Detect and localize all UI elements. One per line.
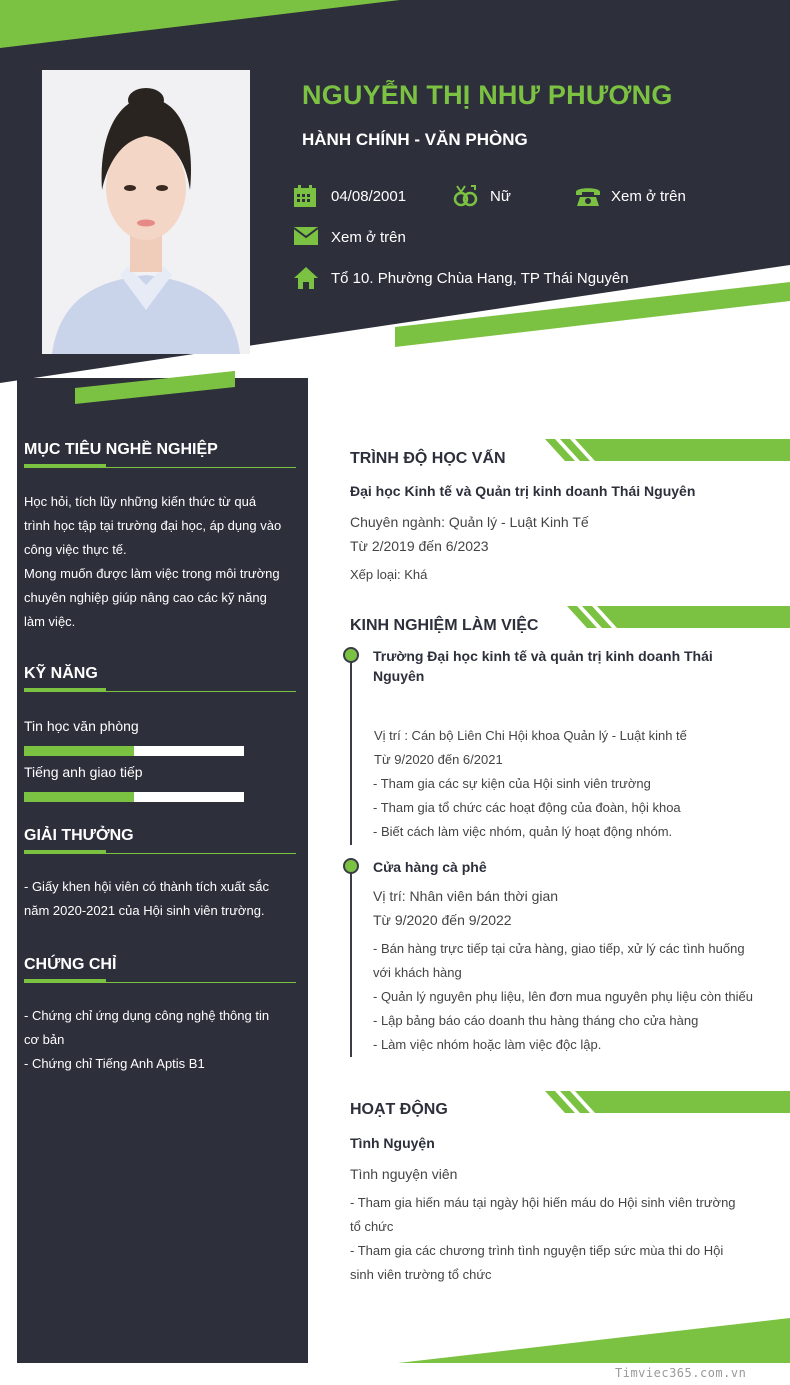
awards-accent <box>24 850 106 854</box>
activities-title: HOẠT ĐỘNG <box>350 1101 448 1118</box>
skill-bar-fill <box>24 746 134 756</box>
skill-bar <box>24 792 244 802</box>
profile-photo <box>42 70 250 354</box>
objective-text: Học hỏi, tích lũy những kiến thức từ quá trình học tập tại trường đại học, áp dụng vào công việc thực tế. Mong muốn được làm việc trong môi trường chuyên nghiệp giúp nâng cao các kỹ năng làm việc. <box>24 494 282 629</box>
certificates-title: CHỨNG CHỈ <box>24 956 117 973</box>
home-icon <box>293 266 317 290</box>
experience-details: - Bán hàng trực tiếp tại cửa hàng, giao tiếp, xử lý các tình huống với khách hàng - Quản lý nguyên phụ liệu, lên đơn mua nguyên phụ liệu còn thiếu - Lập bảng báo cáo doanh thu hàng tháng cho cửa hàng - Làm việc nhóm hoặc làm việc độc lập. <box>373 941 754 1052</box>
experience-title: KINH NGHIỆM LÀM VIỆC <box>350 617 539 634</box>
certificates-accent <box>24 979 106 983</box>
calendar-icon <box>293 184 317 208</box>
timeline-dot <box>343 858 359 874</box>
awards-title: GIẢI THƯỞNG <box>24 827 134 844</box>
timeline-line <box>350 660 352 845</box>
awards-text: - Giấy khen hội viên có thành tích xuất sắc năm 2020-2021 của Hội sinh viên trường. <box>24 879 269 918</box>
skill-name: Tiếng anh giao tiếp <box>24 764 143 780</box>
activities-role: Tình nguyện viên <box>350 1166 458 1182</box>
gender-value: Nữ <box>490 188 511 205</box>
skill-bar <box>24 746 244 756</box>
phone-icon <box>575 184 599 208</box>
phone-value: Xem ở trên <box>611 188 686 205</box>
timeline-dot <box>343 647 359 663</box>
activities-org: Tình Nguyện <box>350 1135 435 1151</box>
objective-accent <box>24 464 106 468</box>
activities-details: - Tham gia hiến máu tại ngày hội hiến máu do Hội sinh viên trường tổ chức - Tham gia các chương trình tình nguyện tiếp sức mùa thi do Hội sinh viên trường tổ chức <box>350 1195 736 1282</box>
email-value: Xem ở trên <box>331 229 406 246</box>
education-school: Đại học Kinh tế và Quản trị kinh doanh Thái Nguyên <box>350 483 696 499</box>
education-title: TRÌNH ĐỘ HỌC VẤN <box>350 450 506 467</box>
candidate-name: NGUYỄN THỊ NHƯ PHƯƠNG <box>302 80 673 110</box>
education-grade: Xếp loại: Khá <box>350 567 428 582</box>
experience-org: Trường Đại học kinh tế và quản trị kinh doanh Thái Nguyên <box>373 648 713 684</box>
certificates-text: - Chứng chỉ ứng dụng công nghệ thông tin cơ bản - Chứng chỉ Tiếng Anh Aptis B1 <box>24 1008 270 1071</box>
timeline-line <box>350 872 352 1057</box>
experience-details: - Tham gia các sự kiện của Hội sinh viên trường - Tham gia tổ chức các hoạt động của đoàn, hội khoa - Biết cách làm việc nhóm, quản lý hoạt động nhóm. <box>373 776 681 839</box>
experience-role: Vị trí: Nhân viên bán thời gian <box>373 888 559 904</box>
education-major: Chuyên ngành: Quản lý - Luật Kinh Tế <box>350 514 589 530</box>
objective-title: MỤC TIÊU NGHỀ NGHIỆP <box>24 441 218 458</box>
education-period: Từ 2/2019 đến 6/2023 <box>350 538 489 554</box>
address-value: Tổ 10. Phường Chùa Hang, TP Thái Nguyên <box>331 270 629 287</box>
experience-role: Vị trí : Cán bộ Liên Chi Hội khoa Quản lý - Luật kinh tế <box>374 728 687 743</box>
skills-accent <box>24 688 106 692</box>
skills-title: KỸ NĂNG <box>24 665 98 682</box>
mail-icon <box>293 225 317 249</box>
watermark: Timviec365.com.vn <box>615 1366 747 1380</box>
birthday-value: 04/08/2001 <box>331 188 407 205</box>
skill-bar-fill <box>24 792 134 802</box>
gender-rings-icon <box>453 184 477 208</box>
skill-name: Tin học văn phòng <box>24 718 139 734</box>
job-position: HÀNH CHÍNH - VĂN PHÒNG <box>302 130 528 149</box>
experience-period: Từ 9/2020 đến 9/2022 <box>373 912 512 928</box>
experience-period: Từ 9/2020 đến 6/2021 <box>374 752 503 767</box>
experience-org: Cửa hàng cà phê <box>373 859 487 875</box>
